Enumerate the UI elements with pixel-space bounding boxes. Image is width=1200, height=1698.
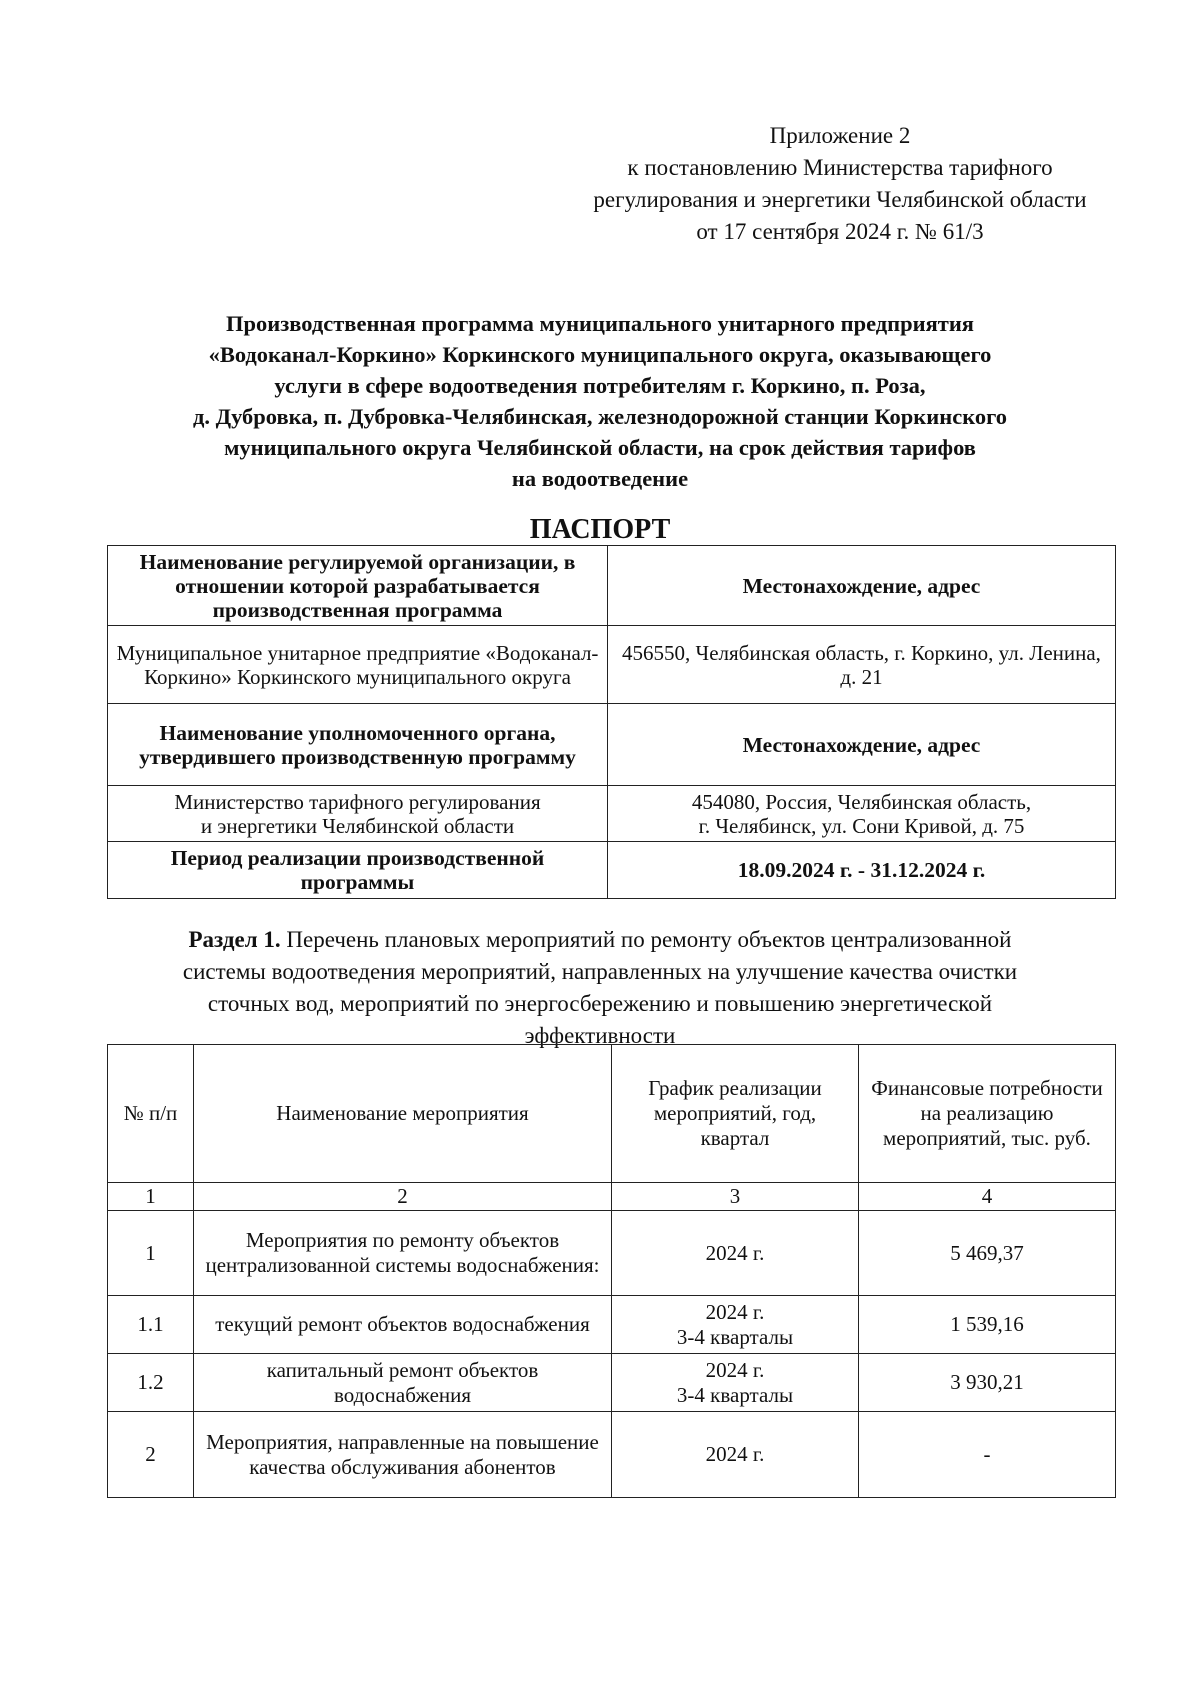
period-value-cell: 18.09.2024 г. - 31.12.2024 г. xyxy=(608,842,1116,899)
schedule-quarters: 3-4 кварталы xyxy=(676,1324,794,1349)
passport-table xyxy=(107,545,1116,899)
row-finance: 5 469,37 xyxy=(859,1211,1116,1296)
period-header-cell: Период реализации производственной программы xyxy=(108,842,608,899)
schedule-year: 2024 г. xyxy=(705,1240,765,1265)
org-header-cell: Наименование регулируемой организации, в отношении которой разрабатывается производственная программа xyxy=(108,546,608,626)
org-address-cell: 456550, Челябинская область, г. Коркино, ул. Ленина, д. 21 xyxy=(608,626,1116,704)
title-line: Производственная программа муниципального унитарного предприятия xyxy=(226,311,974,336)
row-num: 1.2 xyxy=(108,1354,194,1412)
row-name: капитальный ремонт объектов водоснабжения xyxy=(194,1354,612,1412)
passport-heading: ПАСПОРТ xyxy=(529,514,671,545)
table-row xyxy=(108,1296,1116,1354)
authority-location-header-cell: Местонахождение, адрес xyxy=(608,704,1116,786)
authority-address-line: 454080, Россия, Челябинская область, xyxy=(691,789,1032,814)
row-schedule xyxy=(612,1354,859,1412)
section-1-heading xyxy=(100,924,1100,1052)
column-number: 2 xyxy=(194,1183,612,1211)
header-finance: Финансовые потребности на реализацию мероприятий, тыс. руб. xyxy=(859,1045,1116,1183)
measures-table xyxy=(107,1044,1116,1498)
row-schedule xyxy=(612,1412,859,1498)
appendix-line: к постановлению Министерства тарифного xyxy=(627,155,1053,180)
schedule-year: 2024 г. xyxy=(705,1357,765,1382)
row-num: 2 xyxy=(108,1412,194,1498)
column-number: 1 xyxy=(108,1183,194,1211)
authority-name-line: и энергетики Челябинской области xyxy=(200,813,515,838)
title-line: «Водоканал-Коркино» Коркинского муниципального округа, оказывающего xyxy=(208,342,992,367)
title-line: д. Дубровка, п. Дубровка-Челябинская, железнодорожной станции Коркинского xyxy=(192,404,1008,429)
appendix-line: от 17 сентября 2024 г. № 61/3 xyxy=(696,219,984,244)
row-schedule xyxy=(612,1296,859,1354)
authority-name-line: Министерство тарифного регулирования xyxy=(174,789,541,814)
row-finance: 1 539,16 xyxy=(859,1296,1116,1354)
appendix-block xyxy=(540,120,1140,248)
column-number: 3 xyxy=(612,1183,859,1211)
section-line: системы водоотведения мероприятий, направленных на улучшение качества очистки xyxy=(182,959,1018,984)
appendix-line: Приложение 2 xyxy=(769,123,911,148)
title-line: на водоотведение xyxy=(511,466,689,491)
title-line: услуги в сфере водоотведения потребителям г. Коркино, п. Роза, xyxy=(274,373,926,398)
authority-header-cell: Наименование уполномоченного органа, утвердившего производственную программу xyxy=(108,704,608,786)
table-row xyxy=(108,1354,1116,1412)
table-row xyxy=(108,1412,1116,1498)
row-name: текущий ремонт объектов водоснабжения xyxy=(194,1296,612,1354)
org-name-cell: Муниципальное унитарное предприятие «Водоканал-Коркино» Коркинского муниципального округа xyxy=(108,626,608,704)
header-num: № п/п xyxy=(108,1045,194,1183)
section-line: эффективности xyxy=(524,1023,676,1048)
schedule-quarters: 3-4 кварталы xyxy=(676,1382,794,1407)
authority-address-line: г. Челябинск, ул. Сони Кривой, д. 75 xyxy=(698,813,1025,838)
row-num: 1 xyxy=(108,1211,194,1296)
header-schedule: График реализации мероприятий, год, квартал xyxy=(612,1045,859,1183)
document-title xyxy=(100,308,1100,494)
title-line: муниципального округа Челябинской области, на срок действия тарифов xyxy=(224,435,976,460)
location-header-cell: Местонахождение, адрес xyxy=(608,546,1116,626)
row-name: Мероприятия по ремонту объектов централизованной системы водоснабжения: xyxy=(194,1211,612,1296)
authority-name-cell xyxy=(108,786,608,842)
authority-address-cell xyxy=(608,786,1116,842)
section-label: Раздел 1. xyxy=(188,927,281,952)
row-finance: 3 930,21 xyxy=(859,1354,1116,1412)
row-name: Мероприятия, направленные на повышение качества обслуживания абонентов xyxy=(194,1412,612,1498)
schedule-year: 2024 г. xyxy=(705,1442,765,1466)
header-name: Наименование мероприятия xyxy=(194,1045,612,1183)
row-finance: - xyxy=(859,1412,1116,1498)
row-num: 1.1 xyxy=(108,1296,194,1354)
row-schedule xyxy=(612,1211,859,1296)
section-text: Перечень плановых мероприятий по ремонту объектов централизованной xyxy=(286,927,1012,952)
appendix-line: регулирования и энергетики Челябинской области xyxy=(593,187,1087,212)
schedule-year: 2024 г. xyxy=(705,1299,765,1324)
column-number: 4 xyxy=(859,1183,1116,1211)
section-line: сточных вод, мероприятий по энергосбережению и повышению энергетической xyxy=(207,991,993,1016)
section-line xyxy=(100,924,1100,956)
table-row xyxy=(108,1211,1116,1296)
